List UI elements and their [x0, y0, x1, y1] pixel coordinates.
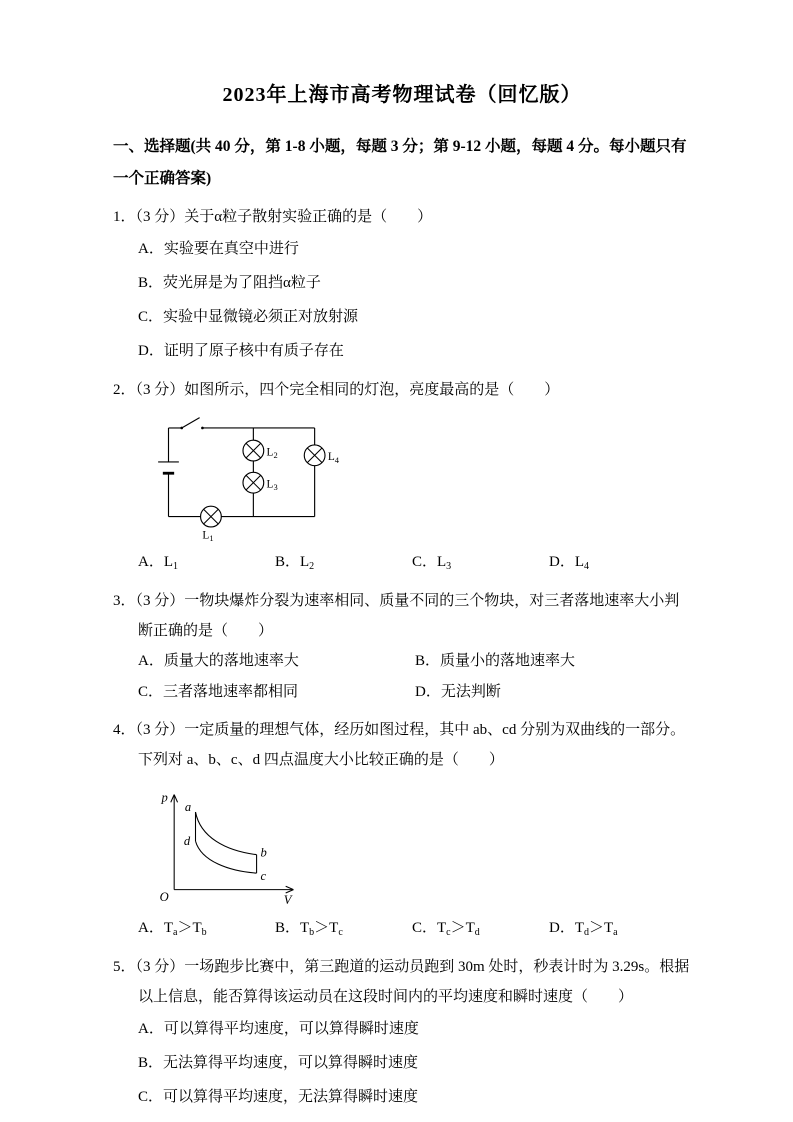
curve-a-b	[196, 812, 257, 855]
question-4-options	[113, 911, 691, 945]
question-5-stem: 5．（3 分）一场跑步比赛中，第三跑道的运动员跑到 30m 处时，秒表计时为 3.29s。根据以上信息，能否算得该运动员在这段时间内的平均速度和瞬时速度（ ）	[113, 959, 690, 1005]
point-b-label: b	[260, 845, 267, 860]
circuit-diagram	[140, 411, 362, 543]
question-2-option-a: A．$L_1$	[138, 554, 178, 572]
pv-diagram-figure	[140, 781, 691, 909]
question-4-option-b: B．$T_b>T_c$	[275, 920, 343, 938]
question-4-stem: 4．（3 分）一定质量的理想气体，经历如图过程，其中 ab、cd 分别为双曲线的一部分。下列对 a、b、c、d 四点温度大小比较正确的是（ ）	[113, 722, 686, 768]
question-2-options	[113, 545, 691, 579]
circuit-figure	[140, 411, 691, 543]
lamp-label-l2: $L_2$	[266, 446, 278, 461]
p-axis-label: p	[161, 790, 168, 805]
origin-label: O	[159, 890, 169, 905]
lamp-label-l4: $L_4$	[327, 451, 339, 465]
question-3	[113, 586, 691, 708]
question-3-option-c: C．三者落地速率都相同	[138, 684, 299, 700]
question-3-option-a: A．质量大的落地速率大	[138, 653, 299, 669]
curve-d-c	[196, 841, 257, 873]
question-2-option-b: B．$L_2$	[275, 554, 315, 572]
question-4-option-d: D．$T_d>T_a$	[549, 920, 618, 938]
question-5-options	[113, 1012, 691, 1114]
question-3-options	[113, 646, 691, 708]
question-1-options	[113, 232, 691, 368]
lamp-label-l1: $L_1$	[202, 529, 214, 543]
question-1	[113, 202, 691, 368]
switch-contact-left	[180, 427, 183, 430]
question-3-option-d: D．无法判断	[415, 684, 501, 700]
switch-contact-right	[201, 427, 204, 430]
question-3-stem: 3．（3 分）一物块爆炸分裂为速率相同、质量不同的三个物块，对三者落地速率大小判断正确的是（ ）	[113, 593, 680, 639]
question-4	[113, 715, 691, 945]
exam-title: 2023年上海市高考物理试卷（回忆版）	[222, 84, 582, 106]
question-1-option-c: C．实验中显微镜必须正对放射源	[138, 309, 359, 325]
question-2-option-d: D．$L_4$	[549, 554, 589, 572]
lamp-label-l3: $L_3$	[266, 478, 278, 493]
question-5-option-b: B．无法算得平均速度，可以算得瞬时速度	[138, 1055, 419, 1071]
question-4-option-a: A．$T_a>T_b$	[138, 920, 207, 938]
question-3-option-b: B．质量小的落地速率大	[415, 653, 576, 669]
question-1-option-d: D．证明了原子核中有质子存在	[138, 343, 344, 359]
question-4-option-c: C．$T_c>T_d$	[412, 920, 480, 938]
question-2	[113, 375, 691, 579]
question-2-stem: 2．（3 分）如图所示，四个完全相同的灯泡，亮度最高的是（ ）	[113, 382, 560, 398]
v-axis-label: V	[283, 893, 292, 908]
section-heading: 一、选择题(共 40 分，第 1-8 小题，每题 3 分；第 9-12 小题，每题 4 分。每小题只有一个正确答案)	[113, 138, 687, 187]
question-2-option-c: C．$L_3$	[412, 554, 452, 572]
question-5-option-a: A．可以算得平均速度，可以算得瞬时速度	[138, 1021, 419, 1037]
point-d-label: d	[183, 834, 191, 848]
switch-blade	[182, 418, 200, 428]
point-c-label: c	[260, 868, 267, 883]
question-1-option-a: A．实验要在真空中进行	[138, 241, 299, 257]
question-5	[113, 952, 691, 1114]
question-5-option-c: C．可以算得平均速度，无法算得瞬时速度	[138, 1089, 419, 1105]
question-1-stem: 1．（3 分）关于α粒子散射实验正确的是（ ）	[113, 209, 433, 225]
point-a-label: a	[184, 800, 192, 815]
question-1-option-b: B．荧光屏是为了阻挡α粒子	[138, 275, 321, 291]
pv-diagram	[140, 781, 315, 909]
